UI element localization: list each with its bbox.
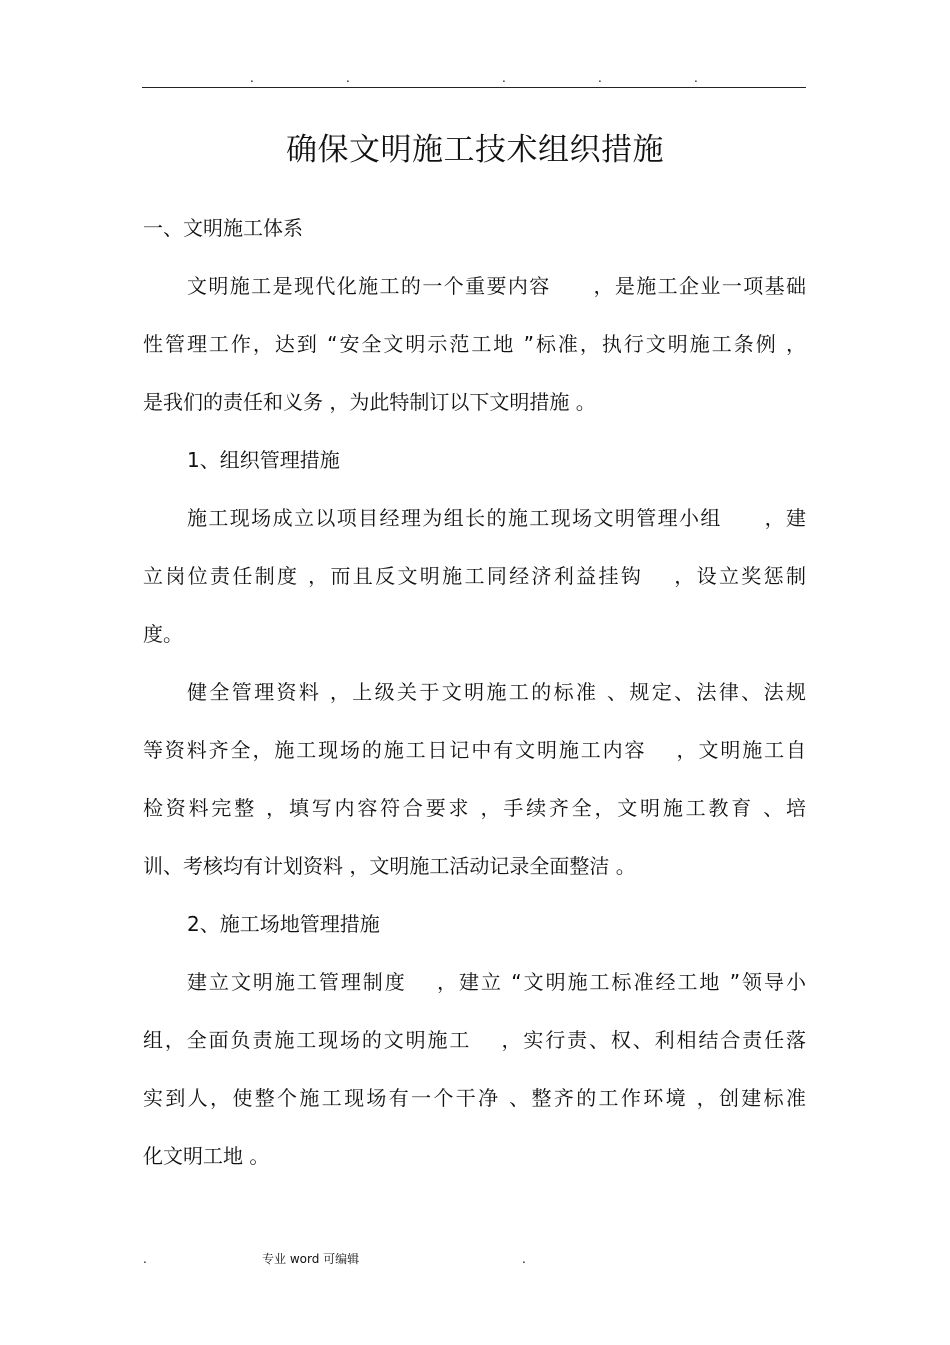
paragraph-line: 组，全面负责施工现场的文明施工 ，实行责、权、利相结合责任落: [143, 1028, 806, 1052]
header-dot: .: [250, 71, 254, 85]
footer-right-dot: .: [522, 1252, 526, 1266]
header-dot: .: [502, 71, 506, 85]
paragraph: [143, 489, 806, 663]
header-dot: .: [346, 71, 350, 85]
paragraph-line: 实到人，使整个施工现场有一个干净 、整齐的工作环境 ，创建标准: [143, 1086, 806, 1110]
subsection-heading: 1、组织管理措施: [187, 448, 340, 472]
footer-left-dot: .: [143, 1252, 147, 1266]
header-dots: [142, 70, 806, 86]
paragraph-line: 健全管理资料 ，上级关于文明施工的标准 、规定、法律、法规: [187, 680, 806, 704]
footer-text: 专业 word 可编辑: [262, 1252, 360, 1266]
paragraph-line: 文明施工是现代化施工的一个重要内容 ，是施工企业一项基础: [187, 274, 806, 298]
paragraph: [143, 257, 806, 431]
paragraph: [143, 953, 806, 1185]
paragraph: [143, 663, 806, 895]
paragraph-line: 度。: [143, 622, 183, 646]
header-dot: .: [694, 71, 698, 85]
document-title: 确保文明施工技术组织措施: [286, 132, 664, 168]
paragraph-line: 训、考核均有计划资料 ，文明施工活动记录全面整洁 。: [143, 854, 636, 878]
subsection-heading: 2、施工场地管理措施: [187, 912, 380, 936]
paragraph-line: 是我们的责任和义务 ，为此特制订以下文明措施 。: [143, 390, 596, 414]
page-footer: [0, 1250, 950, 1268]
header-rule: [142, 87, 806, 88]
paragraph-line: 检资料完整 ，填写内容符合要求 ，手续齐全，文明施工教育 、培: [143, 796, 806, 820]
paragraph-line: 化文明工地 。: [143, 1144, 270, 1168]
paragraph-line: 立岗位责任制度 ，而且反文明施工同经济利益挂钩 ，设立奖惩制: [143, 564, 806, 588]
paragraph-line: 建立文明施工管理制度 ，建立 “文明施工标准经工地 ”领导小: [187, 970, 806, 994]
paragraph-line: 等资料齐全，施工现场的施工日记中有文明施工内容 ，文明施工自: [143, 738, 806, 762]
document-body: [143, 199, 806, 1185]
paragraph-line: 施工现场成立以项目经理为组长的施工现场文明管理小组 ，建: [187, 506, 806, 530]
header-dot: .: [598, 71, 602, 85]
section-heading: 一、文明施工体系: [143, 216, 303, 240]
paragraph-line: 性管理工作，达到 “安全文明示范工地 ”标准，执行文明施工条例 ，: [143, 332, 806, 356]
